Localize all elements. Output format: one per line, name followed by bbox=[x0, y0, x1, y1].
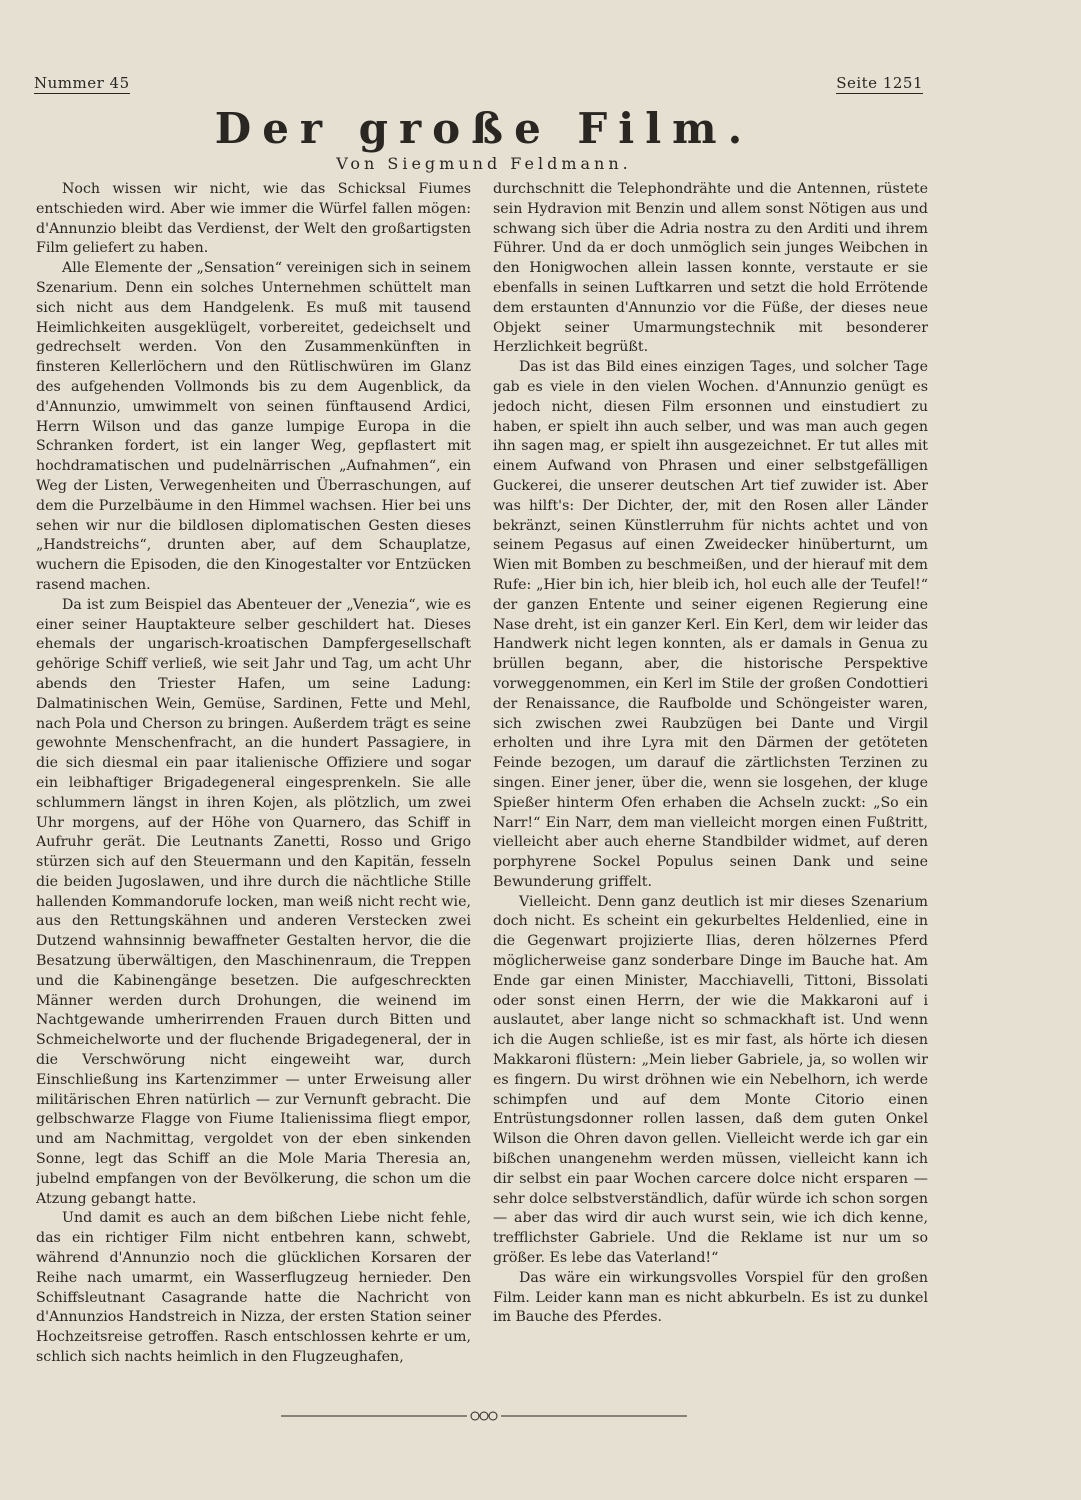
end-ornament bbox=[281, 1408, 687, 1424]
page-header bbox=[34, 74, 923, 98]
issue-number: Nummer 45 bbox=[34, 74, 130, 92]
paragraph: Vielleicht. Denn ganz deutlich ist mir dieses Szenarium doch nicht. Es scheint ein gekurbeltes Heldenlied, eine in die Gegenwart projizierte Ilias, deren hölzernes Pferd möglicherweise ganz sonderbare Dinge im Bauche hat. Am Ende gar einen Minister, Macchiavelli, Tittoni, Bissolati oder sonst einen Herrn, der wie die Makkaroni auf i auslautet, aber lange nicht so schmackhaft ist. Und wenn ich die Augen schließe, ist es mir fast, als hörte ich diesen Makkaroni flüstern: „Mein lieber Gabriele, ja, so wollen wir es fingern. Du wirst dröhnen wie ein Nebelhorn, ich werde schimpfen und auf dem Monte Citorio einen Entrüstungsdonner rollen lassen, daß dem guten Onkel Wilson die Ohren davon gellen. Vielleicht werde ich gar ein bißchen unangenehm werden müssen, vielleicht kann ich dir selbst ein paar Wochen carcere dolce nicht ersparen — sehr dolce selbstverständlich, dafür würde ich schon sorgen — aber das wird dir auch wurst sein, wie ich dich kenne, trefflichster Gabriele. Und die Reklame ist nur um so größer. Es lebe das Vaterland!“ bbox=[493, 893, 928, 1267]
paragraph: Das wäre ein wirkungsvolles Vorspiel für den großen Film. Leider kann man es nicht abkurbeln. Es ist zu dunkel im Bauche des Pferdes. bbox=[493, 1269, 928, 1326]
page-number: Seite 1251 bbox=[836, 74, 923, 92]
right-column bbox=[493, 180, 928, 1410]
paragraph: Alle Elemente der „Sensation“ vereinigen sich in seinem Szenarium. Denn ein solches Unternehmen schüttelt man sich nicht aus dem Handgelenk. Es muß mit tausend Heimlichkeiten ausgeklügelt, vorbereitet, gedeichselt und gedrechselt werden. Von den Zusammenkünften in finsteren Kellerlöchern und den Rütlischwüren im Glanz des aufgehenden Vollmonds bis zu dem Augenblick, da d'Annunzio, umwimmelt von seinen fünftausend Ardici, Herrn Wilson und das ganze lumpige Europa in die Schranken fordert, ist ein langer Weg, gepflastert mit hochdramatischen und pudelnärrischen „Aufnahmen“, ein Weg der Listen, Verwegenheiten und Überraschungen, auf dem die Purzelbäume in den Himmel wachsen. Hier bei uns sehen wir nur die bildlosen diplomatischen Gesten dieses „Handstreichs“, drunten aber, auf dem Schauplatze, wuchern die Episoden, die den Kinogestalter vor Entzücken rasend machen. bbox=[36, 260, 471, 593]
paragraph-continued: durchschnitt die Telephondrähte und die Antennen, rüstete sein Hydravion mit Benzin und allem sonst Nötigen aus und schwang sich über die Adria nostra zu den Arditi und ihrem Führer. Und da er doch unmöglich sein junges Weibchen in den Honigwochen allein lassen konnte, verstaute er sie ebenfalls in seinen Luftkarren und setzt die hold Errötende dem erstaunten d'Annunzio vor die Füße, der dieses neue Objekt seiner Umarmungstechnik mit besonderer Herzlichkeit begrüßt. bbox=[493, 181, 928, 356]
paragraph: Noch wissen wir nicht, wie das Schicksal Fiumes entschieden wird. Aber wie immer die Würfel fallen mögen: d'Annunzio bleibt das Verdienst, der Welt den großartigsten Film geliefert zu haben. bbox=[36, 181, 471, 257]
article-title: Der große Film. bbox=[214, 104, 754, 153]
paragraph: Da ist zum Beispiel das Abenteuer der „Venezia“, wie es einer seiner Hauptakteure selber geschildert hat. Dieses ehemals der ungarisch-kroatischen Dampfergesellschaft gehörige Schiff verließ, wie seit Jahr und Tag, um acht Uhr abends den Triester Hafen, um seine Ladung: Dalmatinischen Wein, Gemüse, Sardinen, Fette und Mehl, nach Pola und Cherson zu bringen. Außerdem trägt es seine gewohnte Menschenfracht, an die hundert Passagiere, in die sich diesmal ein paar italienische Offiziere und sogar ein leibhaftiger Brigadegeneral eingesprenkeln. Sie alle schlummern längst in ihren Kojen, als plötzlich, um zwei Uhr morgens, auf der Höhe von Quarnero, das Schiff in Aufruhr gerät. Die Leutnants Zanetti, Rosso und Grigo stürzen sich auf den Steuermann und den Kapitän, fesseln die beiden Jugoslawen, und ihre durch die nächtliche Stille hallenden Kommandorufe locken, man weiß nicht recht wie, aus den Rettungskähnen und anderen Verstecken zwei Dutzend wahnsinnig bewaffneter Gestalten hervor, die die Besatzung überwältigen, den Maschinenraum, die Treppen und die Kabinengänge besetzen. Die aufgeschreckten Männer werden durch Drohungen, die weinend im Nachtgewande umherirrenden Frauen durch Bitten und Schmeichelworte und der fluchende Brigadegeneral, der in die Verschwörung nicht eingeweiht war, durch Einschließung ins Kartenzimmer — unter Erweisung aller militärischen Ehren natürlich — zur Vernunft gebracht. Die gelbschwarze Flagge von Fiume Italienissima fliegt empor, und am Nachmittag, vergoldet von der eben sinkenden Sonne, legt das Schiff an die Mole Maria Theresia an, jubelnd empfangen von der Bevölkerung, die schon um die Atzung gebangt hatte. bbox=[36, 596, 471, 1207]
article-byline: Von Siegmund Feldmann. bbox=[336, 154, 632, 173]
left-column bbox=[36, 180, 471, 1410]
paragraph: Das ist das Bild eines einzigen Tages, und solcher Tage gab es viele in den vielen Wochen. d'Annunzio genügt es jedoch nicht, diesen Film ersonnen und einstudiert zu haben, er spielt ihn auch selber, und was man auch gegen ihn sagen mag, er spielt ihn ausgezeichnet. Er tut alles mit einem Aufwand von Phrasen und einer selbstgefälligen Guckerei, die unserer deutschen Art tief zuwider ist. Aber was hilft's: Der Dichter, der, mit den Rosen aller Länder bekränzt, seinen Künstlerruhm für nichts achtet und von seinem Pegasus auf einen Zweidecker hinüberturnt, um Wien mit Bomben zu beschmeißen, und der hierauf mit dem Rufe: „Hier bin ich, hier bleib ich, hol euch alle der Teufel!“ der ganzen Entente und seiner eigenen Regierung eine Nase dreht, ist ein ganzer Kerl. Ein Kerl, dem wir leider das Handwerk nicht legen konnten, als er damals in Genua zu brüllen begann, aber, die historische Perspektive vorweggenommen, ein Kerl im Stile der großen Condottieri der Renaissance, die Raufbolde und Schöngeister waren, sich zwischen zwei Raubzügen bei Dante und Virgil erholten und ihre Lyra mit den Därmen der getöteten Feinde bezogen, um darauf die zärtlichsten Terzinen zu singen. Einer jener, über die, wenn sie losgehen, der kluge Spießer hinterm Ofen erhaben die Achseln zuckt: „So ein Narr!“ Ein Narr, dem man vielleicht morgen einen Fußtritt, vielleicht aber auch eherne Standbilder widmet, auf deren porphyrene Sockel Populus seinen Dank und seine Bewunderung griffelt. bbox=[493, 359, 928, 890]
paragraph: Und damit es auch an dem bißchen Liebe nicht fehle, das ein richtiger Film nicht entbehren kann, schwebt, während d'Annunzio noch die glücklichen Korsaren der Reihe nach umarmt, ein Wasserflugzeug hernieder. Den Schiffsleutnant Casagrande hatte die Nachricht von d'Annunzios Handstreich in Nizza, der ersten Station seiner Hochzeitsreise getroffen. Rasch entschlossen kehrte er um, schlich sich nachts heimlich in den Flugzeughafen, bbox=[36, 1210, 471, 1366]
